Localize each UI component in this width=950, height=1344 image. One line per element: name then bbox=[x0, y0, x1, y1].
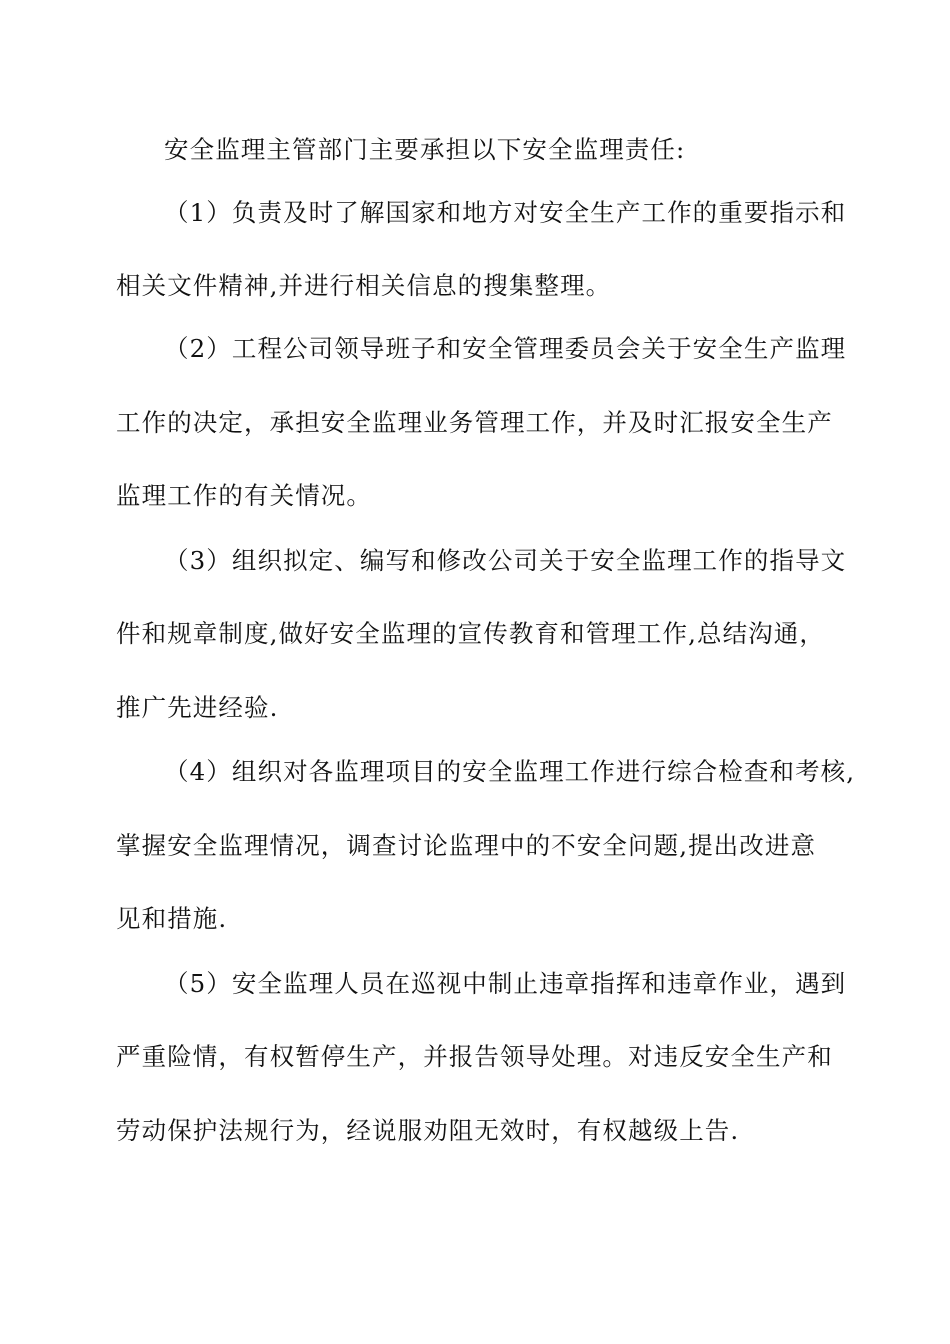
item-5-line-3: 劳动保护法规行为，经说服劝阻无效时，有权越级上告. bbox=[116, 1116, 740, 1145]
item-4-line-1: （4）组织对各监理项目的安全监理工作进行综合检查和考核, bbox=[164, 757, 856, 786]
item-3-line-1: （3）组织拟定、编写和修改公司关于安全监理工作的指导文 bbox=[164, 546, 847, 575]
item-3-line-2: 件和规章制度,做好安全监理的宣传教育和管理工作,总结沟通， bbox=[116, 619, 825, 648]
item-2-line-2: 工作的决定，承担安全监理业务管理工作，并及时汇报安全生产 bbox=[116, 408, 833, 437]
intro-paragraph: 安全监理主管部门主要承担以下安全监理责任: bbox=[164, 135, 686, 164]
item-4-line-3: 见和措施. bbox=[116, 904, 228, 933]
item-3-line-3: 推广先进经验. bbox=[116, 693, 279, 722]
item-2-line-1: （2）工程公司领导班子和安全管理委员会关于安全生产监理 bbox=[164, 334, 847, 363]
item-2-line-3: 监理工作的有关情况。 bbox=[116, 481, 372, 510]
item-4-line-2: 掌握安全监理情况，调查讨论监理中的不安全问题,提出改进意 bbox=[116, 831, 817, 860]
item-1-line-2: 相关文件精神,并进行相关信息的搜集整理。 bbox=[116, 271, 612, 300]
item-5-line-1: （5）安全监理人员在巡视中制止违章指挥和违章作业，遇到 bbox=[164, 969, 847, 998]
item-1-line-1: （1）负责及时了解国家和地方对安全生产工作的重要指示和 bbox=[164, 198, 847, 227]
item-5-line-2: 严重险情，有权暂停生产，并报告领导处理。对违反安全生产和 bbox=[116, 1042, 833, 1071]
